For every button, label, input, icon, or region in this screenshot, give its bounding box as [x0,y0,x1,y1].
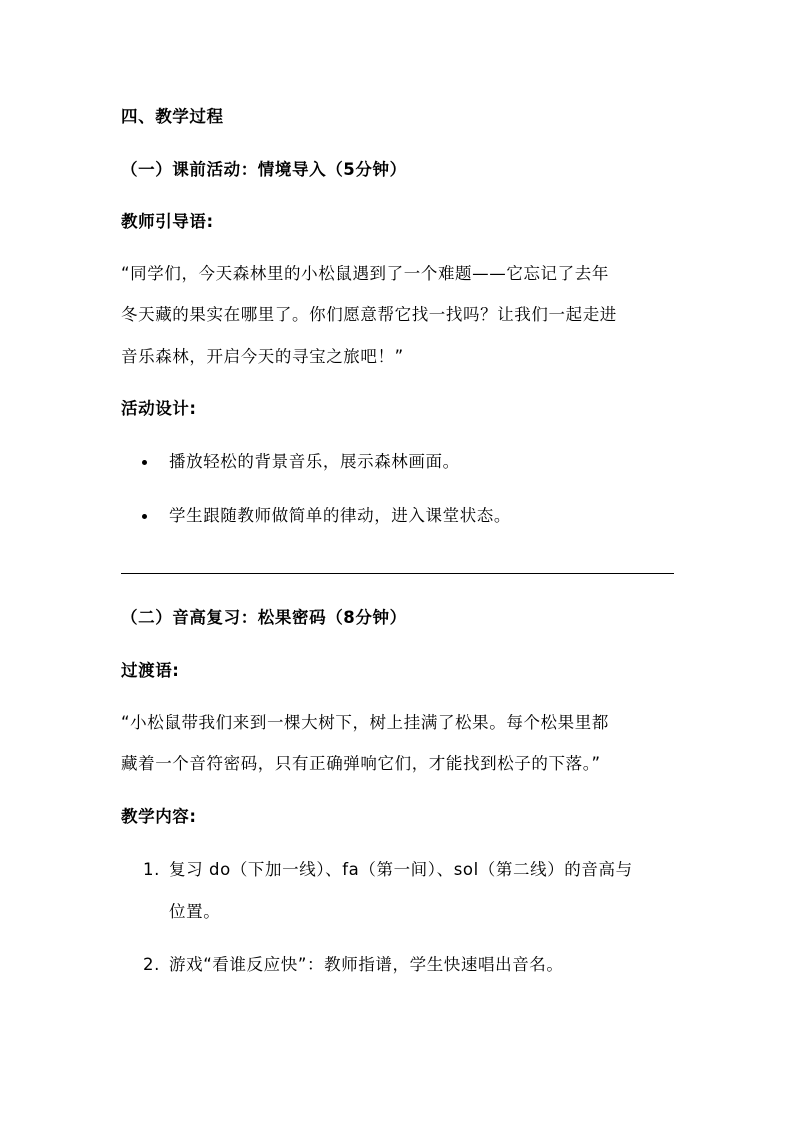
part1-quote-line: 冬天藏的果实在哪里了。你们愿意帮它找一找吗？让我们一起走进 [121,305,617,324]
bullet-text: 播放轻松的背景音乐，展示森林画面。 [169,452,460,471]
list-text: 游戏“看谁反应快”：教师指谱，学生快速唱出音名。 [169,955,564,974]
list-number: 1. [143,860,160,879]
section-heading: 四、教学过程 [121,107,224,126]
part2-content-label: 教学内容: [121,807,197,826]
part2-transition-label: 过渡语: [121,661,180,680]
part1-title: （一）课前活动：情境导入（5分钟） [121,160,407,179]
bullet-text: 学生跟随教师做简单的律动，进入课堂状态。 [169,506,511,525]
list-number: 2. [143,955,160,974]
part1-guide-label: 教师引导语: [121,212,214,231]
list-text: 位置。 [169,902,221,921]
part1-activity-label: 活动设计: [121,399,197,418]
part1-quote-line: 音乐森林，开启今天的寻宝之旅吧！” [121,347,404,366]
list-text: 复习 do（下加一线）、fa（第一间）、sol（第二线）的音高与 [169,860,633,879]
part2-quote-line: “小松鼠带我们来到一棵大树下，树上挂满了松果。每个松果里都 [121,713,609,732]
bullet-dot-icon [142,514,147,519]
horizontal-divider [121,573,674,574]
part2-title: （二）音高复习：松果密码（8分钟） [121,608,407,627]
part1-quote-line: “同学们，今天森林里的小松鼠遇到了一个难题——它忘记了去年 [121,264,609,283]
part2-quote-line: 藏着一个音符密码，只有正确弹响它们，才能找到松子的下落。” [121,754,601,773]
bullet-dot-icon [142,460,147,465]
